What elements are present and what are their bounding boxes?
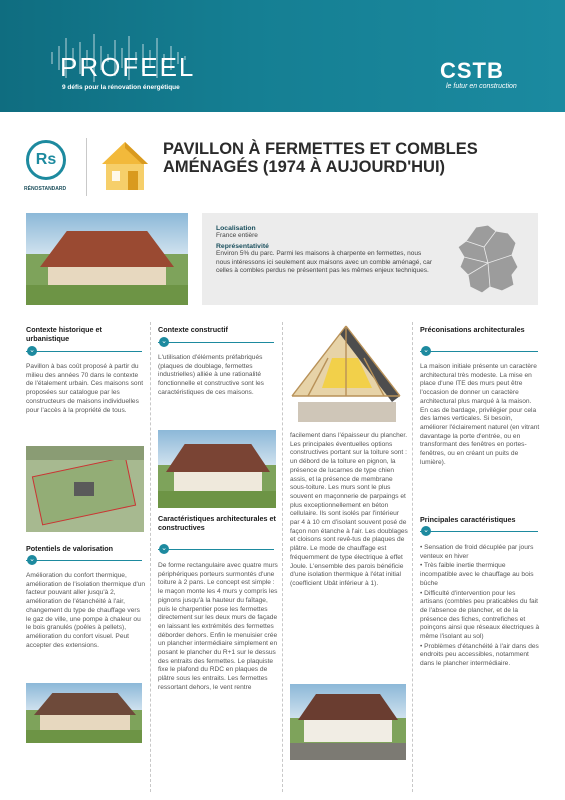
representativite-label: Représentativité bbox=[216, 243, 269, 251]
cstb-tagline: le futur en construction bbox=[446, 83, 517, 90]
section-rule bbox=[420, 351, 538, 352]
section-text-valorisation: Amélioration du confort thermique, amélioration de l'isolation thermique d'un facteur pouvant aller jusqu'à 2, amélioration de l'étanchéité à l'air, changement du type de chauffage vers le gaz de ville, une pompe à chaleur ou le bois granulés (poêles à pellets), amélioration du confort visuel. Peut accepter des extensions. bbox=[26, 572, 146, 649]
list-item: • Très faible inertie thermique incompatible avec le chauffage au bois bûche bbox=[420, 562, 534, 587]
house-photo-col2 bbox=[158, 430, 276, 508]
house-icon bbox=[98, 138, 152, 194]
chevron-down-icon: ⌄ bbox=[421, 346, 431, 356]
house-photo-col1 bbox=[26, 683, 142, 743]
profeel-tagline: 9 défis pour la rénovation énergétique bbox=[62, 84, 180, 91]
section-rule bbox=[26, 351, 142, 352]
section-title-principales: Principales caractéristiques bbox=[420, 515, 516, 524]
chevron-down-icon: ⌄ bbox=[27, 346, 37, 356]
section-title-valorisation: Potentiels de valorisation bbox=[26, 544, 114, 553]
profeel-logo: PROFEEL bbox=[60, 52, 196, 82]
bullet-list bbox=[420, 544, 540, 669]
section-text-preconisations: La maison initiale présente un caractère architectural très modeste. La mise en place d'une ITE des murs peut être l'occasion de donner un caractère architectural plus marqué à la maison. En cas de bardage, privilégier pour cela des lames verticales. Si besoin, améliorer l'éclairement naturel (en vitrant davantage la porte d'entrée, ou en transformant des fenêtres en portes-fenêtres, ou en créant un puits de lumière). bbox=[420, 363, 540, 466]
representativite-value: Environ 5% du parc. Parmi les maisons à charpente en fermettes, nous nous intéressons ici seulement aux maisons avec un comble aménagé, car celles à combles perdus ne présentent pas les mêmes enjeux techniques. bbox=[216, 250, 433, 275]
column-divider bbox=[150, 322, 151, 792]
cstb-logo: CSTB bbox=[440, 58, 504, 83]
chevron-down-icon: ⌄ bbox=[159, 544, 169, 554]
section-text-caracteristiques: De forme rectangulaire avec quatre murs périphériques porteurs surmontés d'une toiture à 2 pans. Le concept est simple : le maçon monte les 4 murs y compris les pignons jusqu'à la hauteur du faîtage, puis le charpentier pose les fermettes directement sur les deux murs de façade en laissant les extrémités des fermettes déborder dehors. Enfin le menuisier crée un plancher intermédiaire simplement en posant le plancher du R+1 sur le dessus des entraits des fermettes. Le plaquiste fixe le plafond du RDC en plaques de plâtre sous les entraits. Les fermettes ressortant dehors, le vent rentre bbox=[158, 562, 278, 691]
list-item: • Sensation de froid décuplée par jours venteux en hiver bbox=[420, 544, 534, 560]
chevron-down-icon: ⌄ bbox=[27, 555, 37, 565]
roof-truss-diagram bbox=[288, 318, 406, 430]
section-rule bbox=[158, 549, 274, 550]
section-title-constructif: Contexte constructif bbox=[158, 325, 228, 334]
section-text-historique: Pavillon à bas coût proposé à partir du milieu des années 70 dans le contexte de l'étalement urbain. Ces maisons sont proposées sur catalogue par les constructeurs de maisons individuelles pour l'accès à la propriété de tous. bbox=[26, 363, 144, 414]
house-photo-col3 bbox=[290, 684, 406, 760]
section-rule bbox=[420, 531, 538, 532]
section-title-preconisations: Préconisations architecturales bbox=[420, 325, 525, 334]
section-rule bbox=[26, 560, 142, 561]
section-rule bbox=[158, 342, 274, 343]
title-divider bbox=[86, 138, 87, 196]
header-banner bbox=[0, 0, 565, 112]
section-title-historique: Contexte historique et urbanistique bbox=[26, 325, 102, 343]
renostandard-label: RÉNOSTANDARD bbox=[24, 186, 67, 192]
section-title-caracteristiques: Caractéristiques architecturales et constructives bbox=[158, 514, 276, 532]
list-item: • Difficulté d'intervention pour les artisans (combles peu praticables du fait de l'absence de plancher, et de la présence des fiches, contrefiches et poinçons ainsi que réseaux électriques à même l'isolant au sol) bbox=[420, 589, 540, 641]
localisation-label: Localisation bbox=[216, 225, 256, 232]
chevron-down-icon: ⌄ bbox=[421, 526, 431, 536]
localisation-value: France entière bbox=[216, 232, 258, 239]
column-divider bbox=[282, 322, 283, 792]
chevron-down-icon: ⌄ bbox=[159, 337, 169, 347]
france-map-icon bbox=[454, 223, 524, 295]
renostandard-badge-icon: Rs bbox=[26, 140, 66, 180]
page-title: PAVILLON À FERMETTES ET COMBLES AMÉNAGÉS (1974 À AUJOURD'HUI) bbox=[163, 140, 478, 177]
column-divider bbox=[412, 322, 413, 792]
house-photo-main bbox=[26, 213, 188, 305]
aerial-photo bbox=[26, 446, 144, 532]
section-text-constructif-suite: facilement dans l'épaisseur du plancher. Les principales éventuelles options constructives portant sur la toiture sont : un débord de la toiture en pignon, la présence de lucarnes de type chien assis, et la présence de membrane sous-toiture. Les murs sont le plus souvent en maçonnerie de parpaings et plus exceptionnellement en béton cellulaire. Ils sont isolés par l'intérieur par 4 à 10 cm d'isolant souvent posé de façon non étanche à l'air. Les doublages et cloisons sont revê-tus de plaques de plâtre. Le mode de chauffage est fréquemment de type électrique à effet Joule. L'ensemble des parois bénéficie d'une isolation thermique à l'état initial (coefficient Ubât inférieur à 1). bbox=[290, 432, 408, 587]
section-text-constructif: L'utilisation d'éléments préfabriqués (plaques de doublage, fermettes industrielles) alliée à une rationalité fonctionnelle et constructive sont les caractéristiques de ces maisons. bbox=[158, 354, 264, 396]
list-item: • Problèmes d'étanchéité à l'air dans des endroits peu accessibles, notamment dans le plancher intermédiaire. bbox=[420, 642, 539, 668]
info-box bbox=[202, 213, 538, 305]
